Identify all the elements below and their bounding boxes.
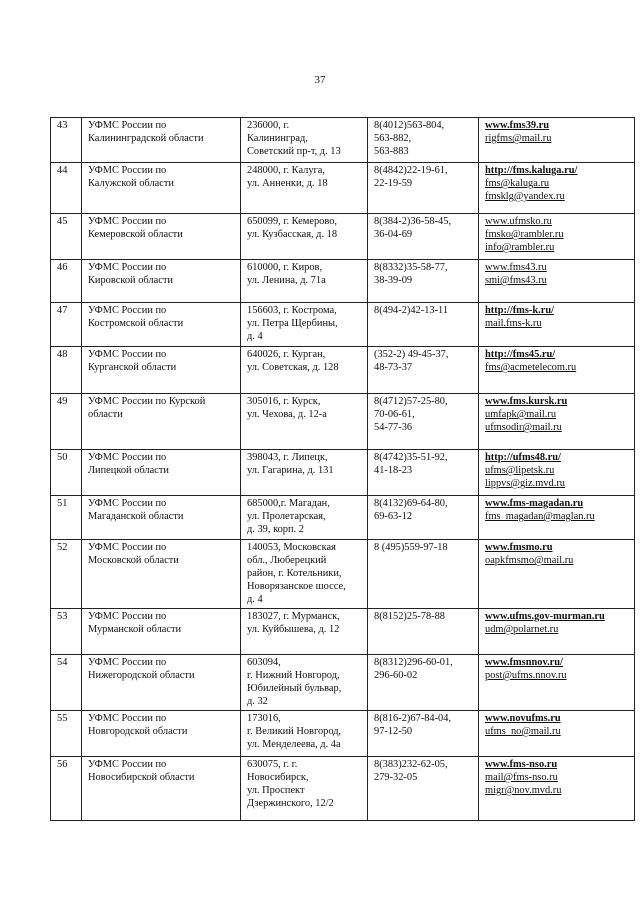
email-link[interactable]: oapkfmsmo@mail.ru (485, 555, 574, 566)
contact-cell (479, 655, 635, 711)
address-line: 248000, г. Калуга, (247, 165, 325, 176)
address-line: Калининград, (247, 133, 308, 144)
email-link[interactable]: ufmsodir@mail.ru (485, 422, 562, 433)
contact-cell (479, 214, 635, 260)
phone-line: 296-60-02 (374, 670, 418, 681)
row-number: 56 (57, 759, 68, 770)
row-number: 53 (57, 611, 68, 622)
email-link[interactable]: ufms_no@mail.ru (485, 726, 561, 737)
phone-cell (368, 394, 479, 450)
contact-cell (479, 609, 635, 655)
website-link[interactable]: http://ufms48.ru/ (485, 452, 561, 463)
phone-line: 8(4842)22-19-61, (374, 165, 448, 176)
website-link[interactable]: http://fms45.ru/ (485, 349, 556, 360)
page-number: 37 (314, 74, 326, 86)
address-cell (241, 450, 368, 496)
address-line: ул. Гагарина, д. 131 (247, 465, 334, 476)
office-name-line: УФМС России по (88, 498, 167, 509)
address-line: 610000, г. Киров, (247, 262, 323, 273)
contact-cell (479, 303, 635, 347)
office-name-line: УФМС России по (88, 216, 167, 227)
phone-cell (368, 540, 479, 609)
phone-line: 8(8332)35-58-77, (374, 262, 448, 273)
row-number: 43 (57, 120, 68, 131)
office-name-cell (82, 757, 241, 821)
row-number-cell (51, 609, 82, 655)
address-cell (241, 394, 368, 450)
address-line: 173016, (247, 713, 281, 724)
office-name-line: УФМС России по (88, 349, 167, 360)
address-line: обл., Люберецкий (247, 555, 327, 566)
phone-cell (368, 450, 479, 496)
address-line: ул. Ленина, д. 71а (247, 275, 326, 286)
contact-cell (479, 540, 635, 609)
address-line: д. 32 (247, 696, 268, 707)
email-link[interactable]: migr@nov.mvd.ru (485, 785, 562, 796)
table-row (51, 303, 635, 347)
contact-cell (479, 711, 635, 757)
email-link[interactable]: udm@polarnet.ru (485, 624, 559, 635)
table-row (51, 496, 635, 540)
office-name-cell (82, 394, 241, 450)
address-line: г. Нижний Новгород, (247, 670, 340, 681)
phone-line: 8(383)232-62-05, (374, 759, 448, 770)
address-line: Новорязанское шоссе, (247, 581, 346, 592)
row-number: 47 (57, 305, 68, 316)
table-row (51, 711, 635, 757)
table-row (51, 757, 635, 821)
contact-cell (479, 496, 635, 540)
office-name-line: УФМС России по (88, 165, 167, 176)
contact-cell (479, 450, 635, 496)
office-name-cell (82, 655, 241, 711)
office-name-cell (82, 609, 241, 655)
phone-line: 563-883 (374, 146, 409, 157)
phone-line: 279-32-05 (374, 772, 418, 783)
address-line: д. 4 (247, 331, 263, 342)
office-name-line: УФМС России по (88, 611, 167, 622)
office-name-line: УФМС России по (88, 657, 167, 668)
address-line: Юбилейный бульвар, (247, 683, 342, 694)
office-name-line: Кировской области (88, 275, 173, 286)
office-name-line: области (88, 409, 123, 420)
website-link[interactable]: www.fms-magadan.ru (485, 498, 584, 509)
contact-cell (479, 394, 635, 450)
address-line: 630075, г. г. (247, 759, 298, 770)
office-name-line: Калининградской области (88, 133, 204, 144)
email-link[interactable]: mail.fms-k.ru (485, 318, 542, 329)
website-link[interactable]: www.fms.kursk.ru (485, 396, 568, 407)
contact-cell (479, 163, 635, 214)
address-line: 183027, г. Мурманск, (247, 611, 340, 622)
row-number-cell (51, 118, 82, 163)
email-link[interactable]: rigfms@mail.ru (485, 133, 552, 144)
address-line: д. 4 (247, 594, 263, 605)
office-name-line: УФМС России по (88, 262, 167, 273)
address-line: ул. Куйбышева, д. 12 (247, 624, 340, 635)
phone-line: 8(4132)69-64-80, (374, 498, 448, 509)
office-name-cell (82, 496, 241, 540)
email-link[interactable]: fms@acmetelecom.ru (485, 362, 577, 373)
phone-line: 8(384-2)36-58-45, (374, 216, 452, 227)
address-line: д. 39, корп. 2 (247, 524, 304, 535)
email-link[interactable]: mail@fms-nso.ru (485, 772, 558, 783)
address-cell (241, 303, 368, 347)
table-row (51, 655, 635, 711)
phone-line: 8(4742)35-51-92, (374, 452, 448, 463)
contact-cell (479, 347, 635, 394)
address-line: 640026, г. Курган, (247, 349, 326, 360)
website-link[interactable]: www.fmsmo.ru (485, 542, 553, 553)
office-name-line: Магаданской области (88, 511, 184, 522)
row-number: 48 (57, 349, 68, 360)
office-name-line: Кемеровской области (88, 229, 183, 240)
phone-line: 8(494-2)42-13-11 (374, 305, 449, 316)
row-number: 55 (57, 713, 68, 724)
office-name-line: Костромской области (88, 318, 184, 329)
phone-cell (368, 655, 479, 711)
address-cell (241, 496, 368, 540)
address-cell (241, 757, 368, 821)
table-row (51, 214, 635, 260)
office-name-line: УФМС России по (88, 305, 167, 316)
address-line: 398043, г. Липецк, (247, 452, 328, 463)
address-line: 603094, (247, 657, 281, 668)
phone-line: 38-39-09 (374, 275, 413, 286)
contact-cell (479, 118, 635, 163)
address-cell (241, 655, 368, 711)
row-number-cell (51, 450, 82, 496)
phone-line: 8(4012)563-804, (374, 120, 445, 131)
office-name-line: УФМС России по (88, 759, 167, 770)
email-link[interactable]: smi@fms43.ru (485, 275, 547, 286)
email-link[interactable]: ufms@lipetsk.ru (485, 465, 555, 476)
row-number: 44 (57, 165, 68, 176)
email-link[interactable]: www.fms43.ru (485, 262, 547, 273)
office-name-line: Московской области (88, 555, 179, 566)
address-line: ул. Менделеева, д. 4а (247, 739, 341, 750)
phone-line: 22-19-59 (374, 178, 413, 189)
office-name-line: УФМС России по (88, 452, 167, 463)
row-number-cell (51, 163, 82, 214)
office-name-line: УФМС России по (88, 120, 167, 131)
table-row (51, 394, 635, 450)
phone-line: (352-2) 49-45-37, (374, 349, 449, 360)
email-link[interactable]: fmsko@rambler.ru (485, 229, 564, 240)
address-line: Советский пр-т, д. 13 (247, 146, 341, 157)
phone-cell (368, 214, 479, 260)
row-number: 46 (57, 262, 68, 273)
table-row (51, 450, 635, 496)
website-link[interactable]: www.fms-nso.ru (485, 759, 558, 770)
office-name-line: Нижегородской области (88, 670, 195, 681)
email-link[interactable]: umfapk@mail.ru (485, 409, 557, 420)
office-name-cell (82, 118, 241, 163)
address-cell (241, 163, 368, 214)
row-number: 45 (57, 216, 68, 227)
address-line: 650099, г. Кемерово, (247, 216, 338, 227)
phone-line: 41-18-23 (374, 465, 413, 476)
address-cell (241, 214, 368, 260)
phone-line: 8 (495)559-97-18 (374, 542, 448, 553)
row-number: 52 (57, 542, 68, 553)
address-line: ул. Кузбасская, д. 18 (247, 229, 338, 240)
address-line: Дзержинского, 12/2 (247, 798, 334, 809)
email-link[interactable]: fmsklg@yandex.ru (485, 191, 565, 202)
address-line: район, г. Котельники, (247, 568, 342, 579)
address-cell (241, 347, 368, 394)
email-link[interactable]: fms_magadan@maglan.ru (485, 511, 595, 522)
fms-offices-table (50, 117, 635, 821)
table-row (51, 540, 635, 609)
row-number: 49 (57, 396, 68, 407)
address-cell (241, 711, 368, 757)
office-name-cell (82, 347, 241, 394)
phone-line: 8(4712)57-25-80, (374, 396, 448, 407)
address-line: ул. Анненки, д. 18 (247, 178, 328, 189)
address-cell (241, 118, 368, 163)
row-number: 51 (57, 498, 68, 509)
address-line: ул. Проспект (247, 785, 305, 796)
address-line: Новосибирск, (247, 772, 309, 783)
contact-cell (479, 757, 635, 821)
phone-line: 70-06-61, (374, 409, 415, 420)
table-row (51, 260, 635, 303)
row-number-cell (51, 655, 82, 711)
office-name-line: Мурманской области (88, 624, 182, 635)
table-row (51, 347, 635, 394)
address-line: 140053, Московская (247, 542, 336, 553)
office-name-cell (82, 260, 241, 303)
row-number: 50 (57, 452, 68, 463)
email-link[interactable]: fms@kaluga.ru (485, 178, 550, 189)
office-name-cell (82, 450, 241, 496)
office-name-line: Новгородской области (88, 726, 188, 737)
phone-cell (368, 260, 479, 303)
row-number-cell (51, 347, 82, 394)
table-row (51, 609, 635, 655)
office-name-line: Курганской области (88, 362, 177, 373)
office-name-line: Липецкой области (88, 465, 169, 476)
website-link[interactable]: www.fms39.ru (485, 120, 550, 131)
phone-cell (368, 496, 479, 540)
website-link[interactable]: http://fms.kaluga.ru/ (485, 165, 578, 176)
office-name-line: УФМС России по (88, 713, 167, 724)
address-line: ул. Советская, д. 128 (247, 362, 339, 373)
row-number-cell (51, 496, 82, 540)
table-row (51, 163, 635, 214)
address-cell (241, 540, 368, 609)
phone-line: 97-12-50 (374, 726, 413, 737)
phone-cell (368, 347, 479, 394)
office-name-cell (82, 303, 241, 347)
office-name-line: УФМС России по (88, 542, 167, 553)
phone-cell (368, 757, 479, 821)
row-number: 54 (57, 657, 68, 668)
row-number-cell (51, 540, 82, 609)
row-number-cell (51, 711, 82, 757)
phone-line: 48-73-37 (374, 362, 413, 373)
office-name-cell (82, 163, 241, 214)
phone-line: 54-77-36 (374, 422, 413, 433)
row-number-cell (51, 214, 82, 260)
phone-line: 563-882, (374, 133, 412, 144)
address-line: г. Великий Новгород, (247, 726, 342, 737)
office-name-line: УФМС России по Курской (88, 396, 206, 407)
row-number-cell (51, 394, 82, 450)
address-cell (241, 260, 368, 303)
address-line: ул. Чехова, д. 12-а (247, 409, 327, 420)
address-line: ул. Пролетарская, (247, 511, 326, 522)
address-line: 685000,г. Магадан, (247, 498, 330, 509)
phone-cell (368, 118, 479, 163)
phone-cell (368, 303, 479, 347)
phone-cell (368, 609, 479, 655)
office-name-line: Новосибирской области (88, 772, 195, 783)
website-link[interactable]: www.fmsnnov.ru/ (485, 657, 563, 668)
office-name-line: Калужской области (88, 178, 174, 189)
website-link[interactable]: www.novufms.ru (485, 713, 561, 724)
website-link[interactable]: http://fms-k.ru/ (485, 305, 554, 316)
office-name-cell (82, 214, 241, 260)
contact-cell (479, 260, 635, 303)
table-row (51, 118, 635, 163)
phone-line: 36-04-69 (374, 229, 413, 240)
phone-line: 8(8152)25-78-88 (374, 611, 445, 622)
address-line: 305016, г. Курск, (247, 396, 321, 407)
phone-line: 69-63-12 (374, 511, 413, 522)
email-link[interactable]: lippvs@giz.mvd.ru (485, 478, 565, 489)
phone-cell (368, 163, 479, 214)
email-link[interactable]: www.ufmsko.ru (485, 216, 552, 227)
phone-line: 8(8312)296-60-01, (374, 657, 453, 668)
address-line: 236000, г. (247, 120, 290, 131)
office-name-cell (82, 540, 241, 609)
website-link[interactable]: www.ufms.gov-murman.ru (485, 611, 605, 622)
address-line: ул. Петра Щербины, (247, 318, 338, 329)
office-name-cell (82, 711, 241, 757)
phone-cell (368, 711, 479, 757)
phone-line: 8(816-2)67-84-04, (374, 713, 452, 724)
row-number-cell (51, 303, 82, 347)
row-number-cell (51, 757, 82, 821)
table-body (51, 118, 635, 821)
address-cell (241, 609, 368, 655)
row-number-cell (51, 260, 82, 303)
email-link[interactable]: info@rambler.ru (485, 242, 555, 253)
address-line: 156603, г. Кострома, (247, 305, 337, 316)
email-link[interactable]: post@ufms.nnov.ru (485, 670, 567, 681)
